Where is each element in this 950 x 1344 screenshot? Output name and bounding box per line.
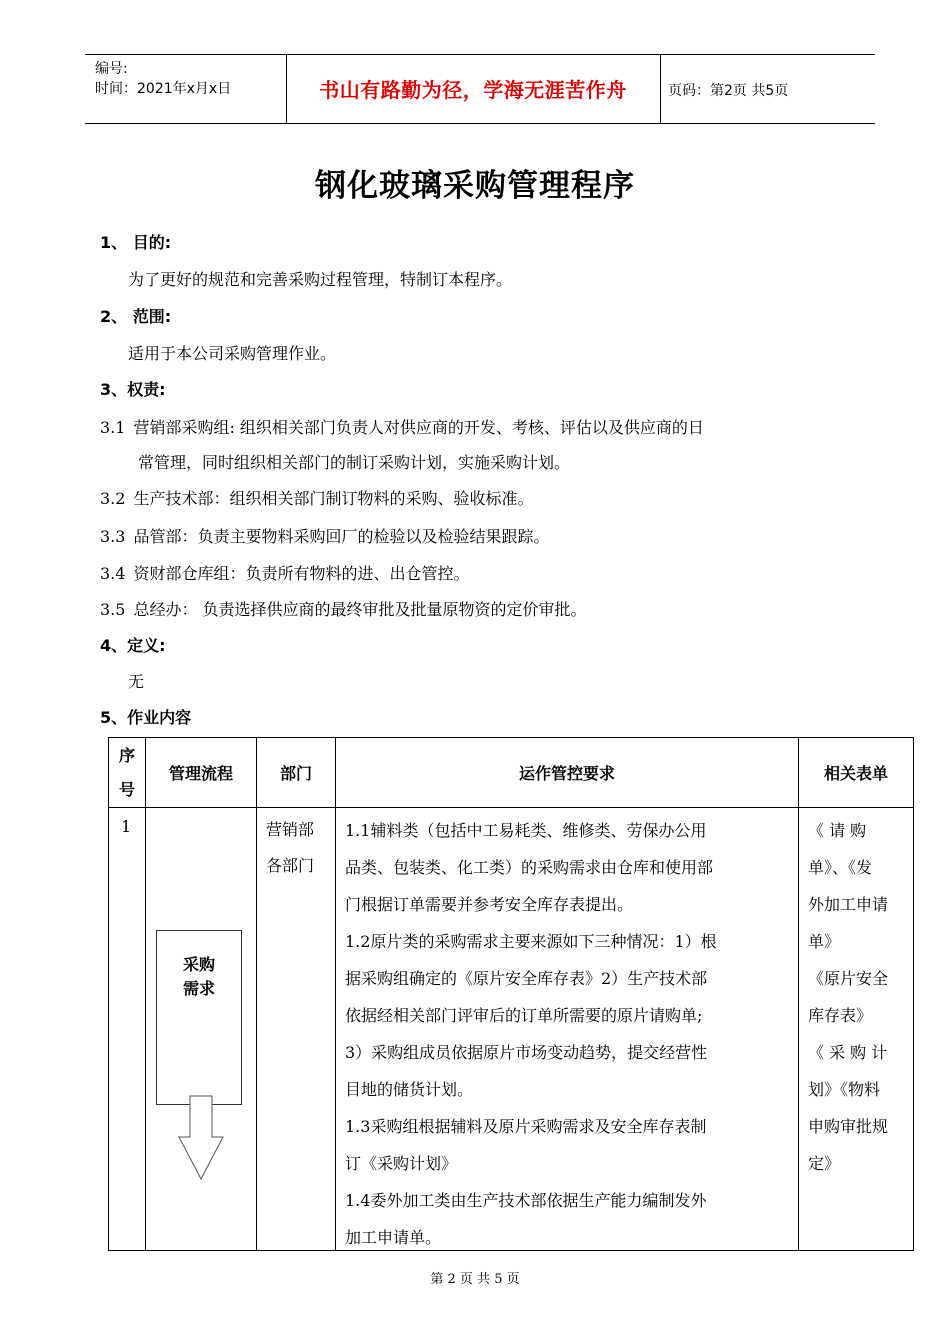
responsibility-3-4 — [100, 561, 469, 584]
item-text: 总经办： 负责选择供应商的最终审批及批量原物资的定价审批。 — [133, 600, 587, 619]
form-line: 库存表》 — [808, 1006, 873, 1025]
requirement-line: 1.4委外加工类由生产技术部依据生产能力编制发外 — [345, 1191, 707, 1210]
requirement-line: 门根据订单需要并参考安全库存表提出。 — [345, 895, 634, 914]
responsibility-3-2 — [100, 486, 533, 509]
flow-step-box — [156, 930, 242, 1105]
dept-line: 营销部 — [266, 820, 315, 839]
header-slogan: 书山有路勤为径，学海无涯苦作舟 — [319, 78, 627, 102]
document-header — [85, 54, 875, 124]
requirement-line: 1.2原片类的采购需求主要来源如下三种情况：1）根 — [345, 932, 717, 951]
responsibility-3-3 — [100, 524, 549, 547]
header-page-code: 页码：第2页 共5页 — [668, 83, 789, 99]
page-footer: 第 2 页 共 5 页 — [430, 1272, 520, 1287]
header-dept: 部门 — [279, 764, 312, 783]
item-text: 营销部采购组: 组织相关部门负责人对供应商的开发、考核、评估以及供应商的日 — [133, 418, 704, 437]
column-divider — [335, 738, 336, 1250]
section-2-text: 适用于本公司采购管理作业。 — [128, 344, 337, 363]
requirement-line: 品类、包装类、化工类）的采购需求由仓库和使用部 — [345, 858, 714, 877]
form-line: 单》、《发 — [808, 858, 873, 877]
item-number: 3.4 — [100, 564, 126, 583]
column-divider — [256, 738, 257, 1250]
section-1-heading: 1、 目的: — [100, 233, 172, 252]
requirement-line: 3）采购组成员依据原片市场变动趋势，提交经营性 — [345, 1043, 708, 1062]
header-requirements: 运作管控要求 — [518, 764, 615, 783]
section-2-heading: 2、 范围: — [100, 307, 172, 326]
row-forms — [808, 812, 906, 1182]
responsibility-3-1-continued: 常管理，同时组织相关部门的制订采购计划，实施采购计划。 — [138, 453, 571, 472]
item-number: 3.3 — [100, 527, 126, 546]
item-number: 3.1 — [100, 418, 126, 437]
flow-step-line: 需求 — [182, 979, 215, 998]
header-seq — [109, 738, 145, 807]
header-flow: 管理流程 — [168, 764, 233, 783]
flow-step-line: 采购 — [182, 955, 215, 974]
requirement-line: 订《采购计划》 — [345, 1154, 458, 1173]
serial-label: 编号: — [95, 61, 128, 77]
row-requirements — [345, 812, 789, 1256]
item-text: 品管部：负责主要物料采购回厂的检验以及检验结果跟踪。 — [133, 527, 550, 546]
down-arrow-icon — [178, 1095, 224, 1181]
header-seq-line: 号 — [118, 779, 135, 799]
requirement-line: 加工申请单。 — [345, 1228, 442, 1247]
column-divider — [798, 738, 799, 1250]
section-5-heading: 5、作业内容 — [100, 708, 192, 727]
form-line: 《 采 购 计 — [808, 1043, 888, 1062]
requirement-line: 据采购组确定的《原片安全库存表》2）生产技术部 — [345, 969, 708, 988]
item-number: 3.2 — [100, 489, 126, 508]
form-line: 单》 — [808, 932, 841, 951]
requirement-line: 目地的储货计划。 — [345, 1080, 474, 1099]
item-text: 资财部仓库组：负责所有物料的进、出仓管控。 — [133, 564, 470, 583]
requirement-line: 依据经相关部门评审后的订单所需要的原片请购单; — [345, 1006, 703, 1025]
form-line: 《原片安全 — [808, 969, 889, 988]
flow-cell — [146, 808, 256, 1250]
row-dept — [266, 812, 314, 884]
section-4-heading: 4、定义: — [100, 636, 166, 655]
procedure-table — [108, 737, 914, 1251]
dept-line: 各部门 — [266, 856, 315, 875]
time-label: 时间：2021年x月x日 — [95, 81, 232, 97]
header-seq-line: 序 — [118, 745, 135, 765]
requirement-line: 1.1辅料类（包括中工易耗类、维修类、劳保办公用 — [345, 821, 707, 840]
section-3-heading: 3、权责: — [100, 380, 166, 399]
item-number: 3.5 — [100, 600, 126, 619]
form-line: 外加工申请 — [808, 895, 889, 914]
form-line: 《 请 购 — [808, 821, 867, 840]
header-forms: 相关表单 — [823, 764, 888, 783]
flow-step-label — [157, 953, 241, 1001]
section-1-text: 为了更好的规范和完善采购过程管理，特制订本程序。 — [128, 270, 513, 289]
section-4-text: 无 — [128, 672, 145, 691]
header-divider — [660, 55, 661, 123]
form-line: 定》 — [808, 1154, 841, 1173]
row-seq: 1 — [121, 817, 132, 836]
header-meta — [95, 59, 231, 99]
responsibility-3-5 — [100, 597, 587, 620]
item-text: 生产技术部：组织相关部门制订物料的采购、验收标准。 — [133, 489, 534, 508]
form-line: 划》《物料 — [808, 1080, 881, 1099]
document-title: 钢化玻璃采购管理程序 — [315, 168, 635, 204]
form-line: 申购审批规 — [808, 1117, 889, 1136]
responsibility-3-1 — [100, 415, 704, 438]
requirement-line: 1.3采购组根据辅料及原片采购需求及安全库存表制 — [345, 1117, 707, 1136]
